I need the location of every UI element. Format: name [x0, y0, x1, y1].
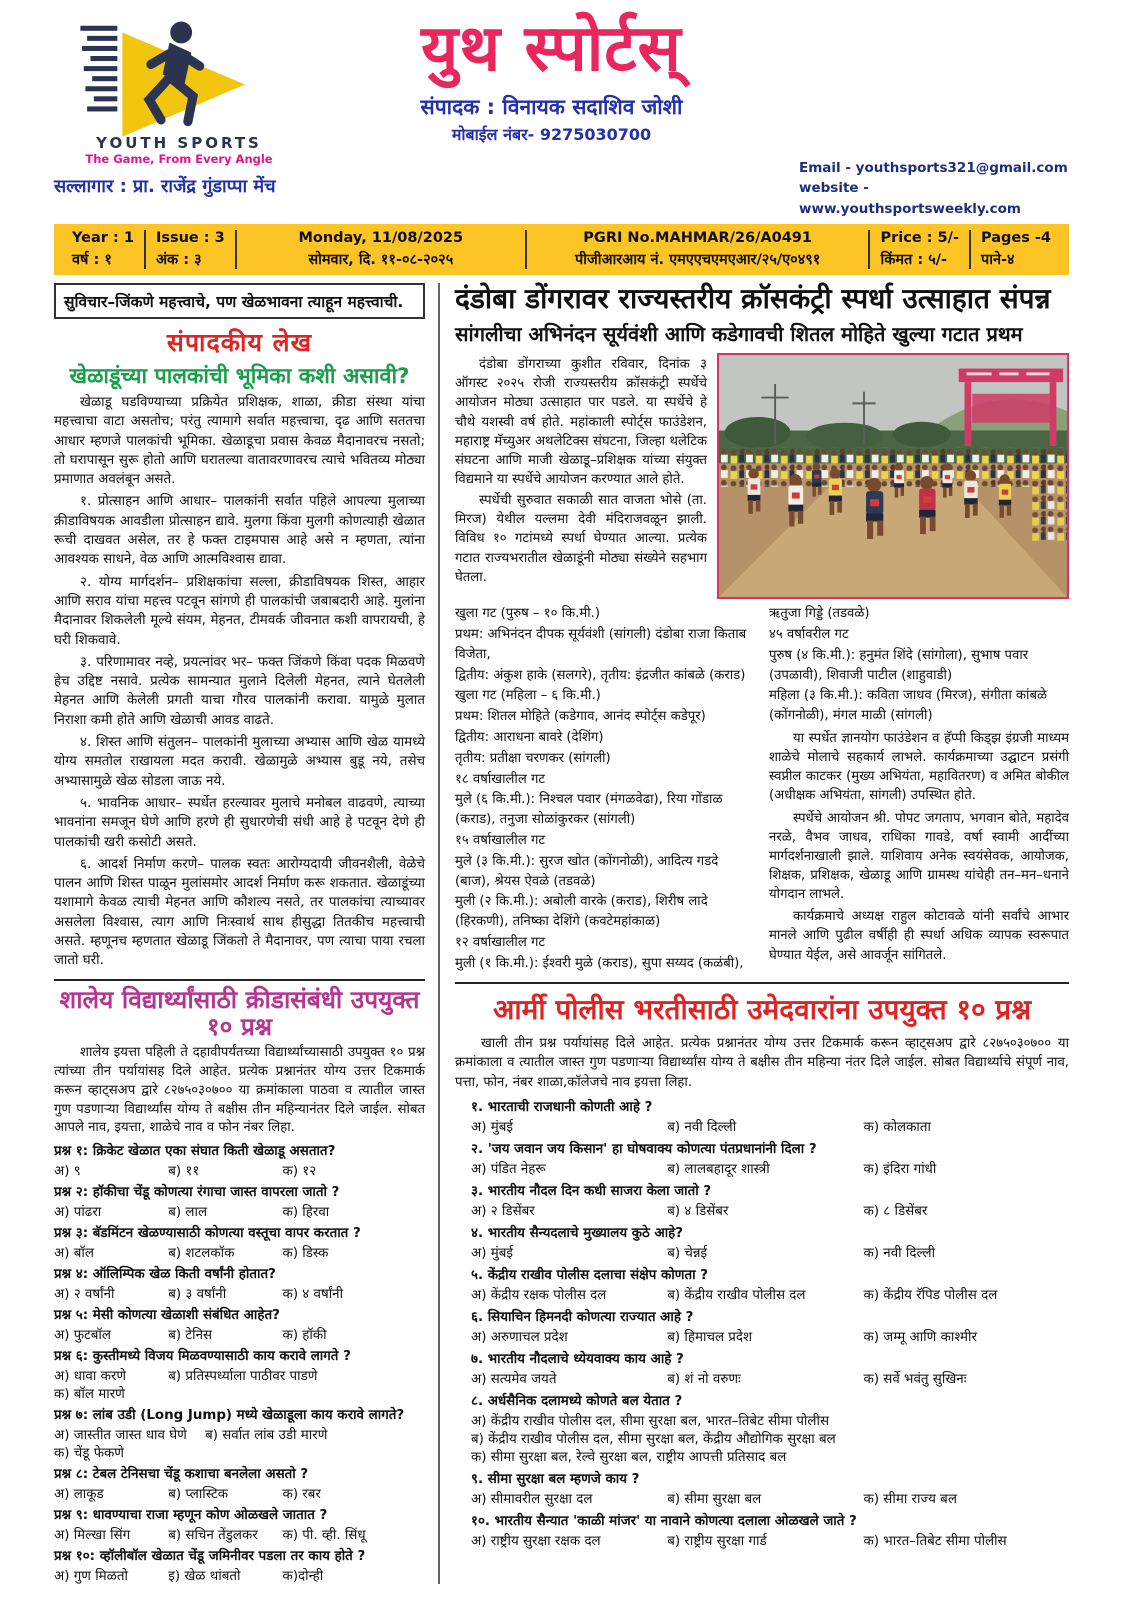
quiz-question: [54, 1546, 425, 1584]
quiz-question: [455, 1469, 1069, 1507]
result-line: प्रथम: शितल मोहिते (कडेगाव, आनंद स्पोर्ट्स कडेपूर): [455, 709, 706, 725]
result-line: मुले (६ कि.मी.): निश्चल पवार (मंगळवेढा), रिया गोंडाळ (कराड), तनुजा सोळांकुरकर (सांगली): [455, 792, 723, 828]
quiz-question: [54, 1464, 425, 1502]
result-line: १२ वर्षाखालील गट: [455, 934, 546, 950]
masthead-contact: [799, 10, 1069, 219]
answer-option: अ) फुटबॉल: [54, 1328, 111, 1344]
answer-options: [54, 1161, 425, 1179]
quiz-question: [54, 1405, 425, 1461]
question-text: प्रश्न ६: कुस्तीमध्ये विजय मिळवण्यासाठी काय करावे लागते ?: [54, 1349, 351, 1365]
quiz-question: [54, 1305, 425, 1343]
issue-info-bar: [54, 224, 1069, 275]
left-column: [54, 283, 440, 1584]
answer-option: क) केंद्रीय रॅपिड पोलीस दल: [863, 1287, 998, 1303]
answer-options: [471, 1159, 1069, 1177]
result-line: द्वितीय: आराधना बावरे (देशिंग): [455, 729, 604, 745]
answer-option: क) सीमा राज्य बल: [863, 1491, 957, 1507]
logo-wordmark: YOUTH SPORTS: [96, 134, 262, 152]
race-results: [455, 603, 1069, 973]
answer-options: [471, 1201, 1069, 1219]
result-line: मुली (१ कि.मी.): ईश्वरी मुळे (कराड), सुपा सय्यद (कळंबी),: [455, 955, 744, 971]
masthead: [54, 10, 1069, 222]
answer-option: अ) केंद्रीय राखीव पोलीस दल, सीमा सुरक्षा बल, भारत–तिबेट सीमा पोलीस: [471, 1413, 830, 1429]
answer-option: अ) २ डिसेंबर: [471, 1203, 535, 1219]
school-quiz-list: [54, 1141, 425, 1584]
question-text: ७. भारतीय नौदलाचे ध्येयवाक्य काय आहे ?: [471, 1351, 684, 1367]
answer-option: क) डिस्क: [282, 1246, 329, 1262]
question-text: ५. केंद्रीय राखीव पोलीस दलाचा संक्षेप कोणता ?: [471, 1267, 708, 1283]
quote-text: –जिंकणे महत्त्वाचे, पण खेळभावना त्याहून महत्त्वाची.: [107, 293, 404, 311]
answer-option: अ) बॉल: [54, 1246, 94, 1262]
quiz-question: [54, 1505, 425, 1543]
answer-option: क) जम्मू आणि काश्मीर: [863, 1329, 977, 1345]
answer-option: क) नवी दिल्ली: [863, 1245, 936, 1261]
info-reg-en: PGRI No.MAHMAR/26/A0491: [583, 230, 812, 246]
answer-options: [54, 1202, 425, 1220]
answer-option: अ) धावा करणे: [54, 1369, 127, 1385]
answer-options: [471, 1411, 1069, 1465]
editorial-kicker: संपादकीय लेख: [166, 328, 313, 357]
quiz-question: [54, 1223, 425, 1261]
quiz-question: [455, 1223, 1069, 1261]
section-divider: [54, 979, 425, 981]
army-quiz-headline: आर्मी पोलीस भरतीसाठी उमेदवारांना उपयुक्त १० प्रश्न: [492, 992, 1032, 1026]
result-line: मुली (२ कि.मी.): अबोली वारके (कराड), शिरीष लादे (हिरकणी), तनिष्का देशिंगे (कवटेमहांकाळ): [455, 894, 708, 930]
paper-title: युथ स्पोर्टस्: [421, 12, 682, 86]
result-line: तृतीय: प्रतीक्षा चरणकर (सांगली): [455, 750, 611, 766]
question-text: प्रश्न ९: धावण्याचा राजा म्हणून कोण ओळखले जातात ?: [54, 1508, 328, 1524]
answer-option: क)दोन्ही: [282, 1569, 324, 1585]
result-line: मुले (३ कि.मी.): सुरज खोत (कोंगनोळी), आदित्य गडदे (बाज), श्रेयस ऐवळे (तडवळे): [455, 853, 719, 889]
answer-option: अ) ९: [54, 1164, 81, 1180]
answer-options: [54, 1484, 425, 1502]
question-text: प्रश्न २: हॉकीचा चेंडू कोणत्या रंगाचा जास्त वापरला जातो ?: [54, 1185, 340, 1201]
answer-option: ब) प्रतिस्पर्ध्याला पाठीवर पाडणे: [168, 1369, 318, 1385]
editorial-paragraph: ४. शिस्त आणि संतुलन– पालकांनी मुलाच्या अभ्यास आणि खेळ यामध्ये योग्य समतोल राखायला मदत करावी. खेळामुळे अभ्यास बुडू नये, तसेच अभ्यासामुळे खेळ सोडला जाऊ नये.: [54, 735, 425, 789]
info-year-mr: वर्ष : १: [72, 252, 112, 268]
question-text: प्रश्न ८: टेबल टेनिसचा चेंडू कशाचा बनलेला असतो ?: [54, 1467, 309, 1483]
answer-option: इ) खेळ थांबतो: [168, 1569, 241, 1585]
result-line: महिला (३ कि.मी.): कविता जाधव (मिरज), संगीता कांबळे (कोंगनोळी), मंगल माळी (सांगली): [769, 688, 1048, 724]
answer-option: अ) जास्तीत जास्त धाव घेणे: [54, 1428, 187, 1444]
website-link[interactable]: website - www.youthsportsweekly.com: [799, 180, 1021, 217]
answer-option: क) हॉकी: [282, 1328, 327, 1344]
race-photo-illustration: [719, 355, 1067, 597]
answer-option: अ) सीमावरील सुरक्षा दल: [471, 1491, 593, 1507]
race-photo: [717, 353, 1069, 599]
answer-option: क) कोलकाता: [863, 1119, 931, 1135]
answer-option: ब) राष्ट्रीय सुरक्षा गार्ड: [667, 1533, 767, 1549]
results-column-left: [455, 603, 755, 973]
info-year: [62, 230, 144, 269]
answer-options: [471, 1285, 1069, 1303]
question-text: ६. सियाचिन हिमनदी कोणत्या राज्यात आहे ?: [471, 1309, 694, 1325]
question-text: ९. सीमा सुरक्षा बल म्हणजे काय ?: [471, 1471, 640, 1487]
answer-option: ब) शं नो वरुणः: [667, 1371, 741, 1387]
closing-paragraph: कार्यक्रमाचे अध्यक्ष राहुल कोटावळे यांनी सर्वांचे आभार मानले आणि पुढील वर्षीही ही स्पर्धा अधिक व्यापक स्वरूपात घेण्यात येईल, असे आवर्जून सांगितले.: [769, 909, 1069, 963]
question-text: प्रश्न ३: बॅडमिंटन खेळण्यासाठी कोणत्या वस्तूचा वापर करतात ?: [54, 1226, 361, 1242]
info-price-mr: किंमत : ५/-: [880, 252, 948, 268]
result-line: ४५ वर्षावरील गट: [769, 626, 849, 642]
quiz-question: [54, 1264, 425, 1302]
right-column: [440, 283, 1069, 1584]
result-line: प्रथम: अभिनंदन दीपक सूर्यवंशी (सांगली) दंडोबा राजा किताब विजेता,: [455, 626, 747, 662]
editor-line: संपादक : विनायक सदाशिव जोशी: [420, 95, 683, 120]
answer-option: अ) मुंबई: [471, 1245, 513, 1261]
answer-option: ब) नवी दिल्ली: [667, 1119, 737, 1135]
quiz-question: [455, 1511, 1069, 1549]
quote-lead: सुविचार: [64, 293, 108, 311]
question-text: प्रश्न ७: लांब उडी (Long Jump) मध्ये खेळाडूला काय करावे लागते?: [54, 1408, 405, 1424]
answer-option: अ) पांढरा: [54, 1205, 102, 1221]
race-article-top: [455, 353, 1069, 599]
editorial-paragraph: खेळाडू घडविण्याच्या प्रक्रियेत प्रशिक्षक, शाळा, क्रीडा संस्था यांचा महत्त्वाचा वाटा असतोच; परंतु त्यामागे सर्वात महत्त्वाचा, दृढ आणि सततचा आधार म्हणजे पालकांची भूमिका. खेळाडूचा प्रवास केवळ मैदानावरच नसतो; तो घरापासून सुरू होतो आणि घरातल्या वातावरणावरच त्याचे भवितव्य मोठ्या प्रमाणात अवलंबून असते.: [54, 395, 425, 488]
army-quiz-list: [455, 1097, 1069, 1549]
answer-option: अ) केंद्रीय रक्षक पोलीस दल: [471, 1287, 607, 1303]
question-text: प्रश्न १: क्रिकेट खेळात एका संघात किती खेळाडू असतात?: [54, 1144, 336, 1160]
answer-option: ब) लाल: [168, 1205, 208, 1221]
answer-option: अ) पंडित नेहरू: [471, 1161, 546, 1177]
quiz-question: [455, 1391, 1069, 1465]
question-text: २. 'जय जवान जय किसान' हा घोषवाक्य कोणत्या पंतप्रधानांनी दिला ?: [471, 1141, 817, 1157]
quiz-question: [54, 1346, 425, 1402]
race-article-headline: दंडोबा डोंगरावर राज्यस्तरीय क्रॉसकंट्री स्पर्धा उत्साहात संपन्न: [455, 282, 1051, 315]
result-line: द्वितीय: अंकुश हाके (सलगरे), तृतीय: इंद्रजीत कांबळे (कराड): [455, 667, 746, 683]
question-text: प्रश्न ४: ऑलिम्पिक खेळ किती वर्षांनी होतात?: [54, 1267, 276, 1283]
answer-option: ब) लालबहादूर शास्त्री: [667, 1161, 770, 1177]
answer-option: ब) केंद्रीय राखीव पोलीस दल: [667, 1287, 806, 1303]
question-text: १. भारताची राजधानी कोणती आहे ?: [471, 1099, 653, 1115]
email-link[interactable]: Email - youthsports321@gmail.com: [799, 160, 1068, 176]
quiz-question: [455, 1097, 1069, 1135]
question-text: ८. अर्धसैनिक दलामध्ये कोणते बल येतात ?: [471, 1393, 683, 1409]
answer-option: ब) प्लास्टिक: [168, 1487, 229, 1503]
answer-option: ब) हिमाचल प्रदेश: [667, 1329, 753, 1345]
answer-options: [54, 1566, 425, 1584]
answer-option: अ) मिल्खा सिंग: [54, 1528, 131, 1544]
answer-options: [471, 1243, 1069, 1261]
editor-mobile-number: मोबाईल नंबर- 9275030700: [451, 125, 652, 145]
quiz-question: [455, 1307, 1069, 1345]
answer-option: ब) सचिन तेंडुलकर: [168, 1528, 258, 1544]
answer-option: क) बॉल मारणे: [54, 1387, 125, 1403]
answer-option: ब) ४ डिसेंबर: [667, 1203, 729, 1219]
article-paragraph: दंडोबा डोंगराच्या कुशीत रविवार, दिनांक ३ ऑगस्ट २०२५ रोजी राज्यस्तरीय क्रॉसकंट्री स्पर्धेचे आयोजन मोठ्या उत्साहात पार पडले. या स्पर्धेचे हे चौथे यशस्वी वर्ष होते. महांकाली स्पोर्ट्स फाउंडेशन, महाराष्ट्र मॅच्युअर अथलेटिक्स संघटना, जिल्हा थलेटिक संघटना आणि माजी खेळाडू–प्रशिक्षक यांच्या संयुक्त विद्यमाने या स्पर्धेचे आयोजन करण्यात आले होते.: [455, 357, 707, 488]
results-column-right: [769, 603, 1069, 973]
answer-option: अ) मुंबई: [471, 1119, 513, 1135]
editorial-paragraph: २. योग्य मार्गदर्शन– प्रशिक्षकांचा सल्ला, क्रीडाविषयक शिस्त, आहार आणि सराव यांचा महत्त्व पटवून सांगणे ही पालकांची जबाबदारी आहे. मुलांना मैदानावर शिकलेली मूल्ये संयम, मेहनत, टीमवर्क जीवनात कशी वापरायची, हे घरी शिकवावे.: [54, 574, 425, 648]
quiz-question: [455, 1139, 1069, 1177]
editorial-paragraph: ३. परिणामावर नव्हे, प्रयत्नांवर भर– फक्त जिंकणे किंवा पदक मिळवणे हेच उद्दिष्ट नसावे. प्रत्येक सामन्यात मुलाने दिलेली मेहनत, त्याने घेतलेली मेहनत आणि केलेली प्रगती याचा गौरव पालकांनी करावा. यामुळे मुलात निराशा कमी होते आणि खेळाची आवड वाढते.: [54, 654, 425, 728]
question-text: ४. भारतीय सैन्यदलाचे मुख्यालय कुठे आहे?: [471, 1225, 684, 1241]
results-right-lines: [769, 604, 1069, 726]
answer-option: क) हिरवा: [282, 1205, 330, 1221]
answer-options: [471, 1489, 1069, 1507]
answer-option: ब) केंद्रीय राखीव पोलीस दल, सीमा सुरक्षा बल, केंद्रीय औद्योगिक सुरक्षा बल: [471, 1431, 836, 1447]
answer-option: क) पी. व्ही. सिंधू: [282, 1528, 366, 1544]
answer-options: [54, 1366, 425, 1402]
logo-block: [54, 10, 304, 198]
info-price: [868, 230, 968, 269]
answer-option: अ) गुण मिळतो: [54, 1569, 128, 1585]
school-quiz-headline: शालेय विद्यार्थ्यांसाठी क्रीडासंबंधी उपयुक्त १० प्रश्न: [59, 984, 420, 1041]
answer-options: [471, 1117, 1069, 1135]
race-article-subheadline: सांगलीचा अभिनंदन सूर्यवंशी आणि कडेगावची शितल मोहिते खुल्या गटात प्रथम: [455, 322, 1023, 347]
masthead-center: [304, 10, 799, 145]
editorial-paragraph: १. प्रोत्साहन आणि आधार– पालकांनी सर्वात पहिले आपल्या मुलाच्या क्रीडाविषयक आवडीला प्रोत्साहन द्यावे. मुलगा किंवा मुलगी कोणत्याही खेळात रूची दाखवत असेल, तर हे फक्त टाइमपास आहे असे न म्हणता, त्यांना आवश्यक साधने, वेळ आणि आत्मविश्वास द्यावा.: [54, 494, 425, 568]
info-pages: [969, 230, 1061, 269]
answer-options: [471, 1369, 1069, 1387]
answer-options: [471, 1531, 1069, 1549]
info-issue-mr: अंक : ३: [155, 252, 202, 268]
info-reg-mr: पीजीआरआय नं. एमएएचएमएआर/२५/ए०४९१: [574, 252, 821, 268]
army-quiz-intro: खाली तीन प्रश्न पर्यायांसह दिले आहेत. प्रत्येक प्रश्नानंतर योग्य उत्तर टिकमार्क करून व्हाट्सअप द्वारे ८२७५०३०७०० या क्रमांकाला व त्यातील जास्त गुण पडणाऱ्या विद्यार्थ्यांस योग्य ते बक्षीस तीन महिन्या नंतर दिले जाईल. सोबत विद्यार्थ्याचे संपूर्ण नाव, पत्ता, फोन, नंबर शाळा,कॉलेजचे नाव इयत्ता लिहा.: [455, 1035, 1069, 1091]
school-quiz-intro: शालेय इयत्ता पहिली ते दहावीपर्यंतच्या विद्यार्थ्यांच्यासाठी उपयुक्त १० प्रश्न त्यांच्या तीन पर्यायांसह दिले आहेत. प्रत्येक प्रश्नानंतर योग्य उत्तर टिकमार्क करून व्हाट्सअप द्वारे ८२७५०३०७०० या क्रमांकाला पाठवा व त्यातील जास्त गुण पडणाऱ्या विद्यार्थ्यांस योग्य ते बक्षीस तीन महिन्यानंतर दिले जाईल. सोबत आपले नाव, इयत्ता, शाळेचे नाव व फोन नंबर लिहा.: [54, 1045, 425, 1136]
result-line: १८ वर्षाखालील गट: [455, 771, 546, 787]
quiz-question: [455, 1265, 1069, 1303]
answer-option: क) ४ वर्षांनी: [282, 1287, 344, 1303]
answer-option: क) सर्वे भवंतु सुखिनः: [863, 1371, 967, 1387]
question-text: प्रश्न ५: मेसी कोणत्या खेळाशी संबंधित आहेत?: [54, 1308, 280, 1324]
answer-option: अ) लाकूड: [54, 1487, 104, 1503]
answer-options: [54, 1325, 425, 1343]
answer-option: क) रबर: [282, 1487, 321, 1503]
result-line: ऋतुजा गिड्डे (तडवळे): [769, 606, 870, 622]
closing-paragraph: या स्पर्धेत ज्ञानयोग फाउंडेशन व हॅप्पी किड्झ इंग्रजी माध्यम शाळेचे मोलाचे सहकार्य लाभले. कार्यक्रमाच्या उद्घाटन प्रसंगी स्वप्नील काटकर (मुख्य अभियंता, महावितरण) व अमित बोकील (अधीक्षक अभियंता, सांगली) उपस्थित होते.: [769, 730, 1069, 804]
answer-option: ब) ११: [168, 1164, 200, 1180]
answer-option: ब) ३ वर्षांनी: [168, 1287, 227, 1303]
answer-options: [54, 1525, 425, 1543]
answer-option: क) सीमा सुरक्षा बल, रेल्वे सुरक्षा बल, राष्ट्रीय आपत्ती प्रतिसाद बल: [471, 1449, 787, 1465]
editorial-paragraph: ५. भावनिक आधार– स्पर्धेत हरल्यावर मुलाचे मनोबल वाढवणे, त्याच्या भावनांना समजून घेणे आणि हरणे ही सुधारणेची संधी आहे हे पटवून देणे ही पालकांची खरी कसोटी असते.: [54, 795, 425, 850]
info-pages-mr: पाने-४: [980, 252, 1015, 268]
answer-option: क) १२: [282, 1164, 317, 1180]
question-text: १०. भारतीय सैन्यात 'काळी मांजर' या नावाने कोणत्या दलाला ओळखले जाते ?: [471, 1513, 857, 1529]
info-year-en: Year : 1: [72, 230, 134, 246]
result-line: १५ वर्षाखालील गट: [455, 832, 546, 848]
youth-sports-logo-icon: [77, 14, 282, 140]
editorial-headline: खेळाडूंच्या पालकांची भूमिका कशी असावी?: [69, 364, 410, 389]
info-pages-en: Pages -4: [980, 230, 1051, 246]
answer-option: क) भारत–तिबेट सीमा पोलीस: [863, 1533, 1007, 1549]
answer-option: अ) सत्यमेव जयते: [471, 1371, 557, 1387]
article-paragraph: स्पर्धेची सुरुवात सकाळी सात वाजता भोसे (ता. मिरज) येथील यल्लमा देवी मंदिराजवळून झाली. विविध १० गटांमध्ये स्पर्धा घेण्यात आल्या. प्रत्येक गटात राज्यभरातील खेळाडूंनी मोठ्या संख्येने सहभाग घेतला.: [455, 493, 707, 585]
answer-options: [54, 1284, 425, 1302]
quiz-question: [455, 1181, 1069, 1219]
answer-option: ब) सीमा सुरक्षा बल: [667, 1491, 762, 1507]
answer-option: ब) टेनिस: [168, 1328, 213, 1344]
question-text: प्रश्न १०: व्हॉलीबॉल खेळात चेंडू जमिनीवर पडला तर काय होते ?: [54, 1549, 366, 1565]
section-divider: [455, 982, 1069, 984]
info-price-en: Price : 5/-: [880, 230, 959, 246]
article-closing: [769, 729, 1069, 965]
answer-option: ब) चेन्नई: [667, 1245, 708, 1261]
advisor-line: सल्लागार : प्रा. राजेंद्र गुंडाप्पा मेंच: [54, 176, 276, 197]
result-line: पुरुष (४ कि.मी.): हनुमंत शिंदे (सांगोला), सुभाष पवार (उपळावी), शिवाजी पाटील (शाहुवाडी): [769, 647, 1029, 683]
editorial-body: [54, 393, 425, 971]
info-registration: [525, 230, 869, 269]
answer-options: [54, 1243, 425, 1261]
answer-option: ब) शटलकॉक: [168, 1246, 235, 1262]
result-line: खुला गट (महिला – ६ कि.मी.): [455, 688, 601, 704]
info-date-mr: सोमवार, दि. ११-०८-२०२५: [308, 252, 454, 268]
closing-paragraph: स्पर्धेचे आयोजन श्री. पोपट जगताप, भगवान बोते, महादेव नरळे, वैभव जाधव, राधिका गावडे, वर्षा स्वामी आदींच्या मार्गदर्शनाखाली झाले. याशिवाय अनेक स्वयंसेवक, आयोजक, शिक्षक, प्रशिक्षक, खेळाडू आणि ग्रामस्थ यांचेही तन–मन–धनाने योगदान लाभले.: [769, 810, 1069, 903]
race-article-lead: [455, 353, 707, 599]
quiz-question: [54, 1182, 425, 1220]
info-date-en: Monday, 11/08/2025: [298, 230, 464, 246]
quote-box: [54, 283, 425, 319]
info-issue: [144, 230, 235, 269]
answer-option: अ) राष्ट्रीय सुरक्षा रक्षक दल: [471, 1533, 601, 1549]
quiz-question: [455, 1349, 1069, 1387]
answer-option: अ) अरुणाचल प्रदेश: [471, 1329, 568, 1345]
answer-option: ब) सर्वात लांब उडी मारणे: [205, 1428, 328, 1444]
editorial-paragraph: ६. आदर्श निर्माण करणे– पालक स्वतः आरोग्यदायी जीवनशैली, वेळेचे पालन आणि शिस्त पाळून मुलांसमोर आदर्श निर्माण करू शकतात. खेळाडूंच्या यशामागे केवळ त्याची मेहनत आणि कौशल्य नसते, तर पालकांचा त्याच्यावर असलेला विश्वास, त्याग आणि निःस्वार्थ साथ हीसुद्धा तितकीच महत्त्वाची असते. म्हणूनच म्हणतात खेळाडू जिंकतो ते मैदानावर, पण त्याचा पाया रचला जातो घरी.: [54, 856, 425, 969]
quiz-question: [54, 1141, 425, 1179]
answer-option: क) ८ डिसेंबर: [863, 1203, 928, 1219]
answer-option: क) चेंडू फेकणे: [54, 1446, 124, 1462]
info-date: [235, 230, 525, 269]
result-line: खुला गट (पुरुष – १० कि.मी.): [455, 606, 601, 622]
answer-options: [54, 1425, 425, 1461]
logo-tagline: The Game, From Every Angle: [85, 152, 273, 166]
answer-option: क) इंदिरा गांधी: [863, 1161, 937, 1177]
answer-option: अ) २ वर्षांनी: [54, 1287, 115, 1303]
answer-options: [471, 1327, 1069, 1345]
question-text: ३. भारतीय नौदल दिन कधी साजरा केला जातो ?: [471, 1183, 712, 1199]
info-issue-en: Issue : 3: [155, 230, 225, 246]
